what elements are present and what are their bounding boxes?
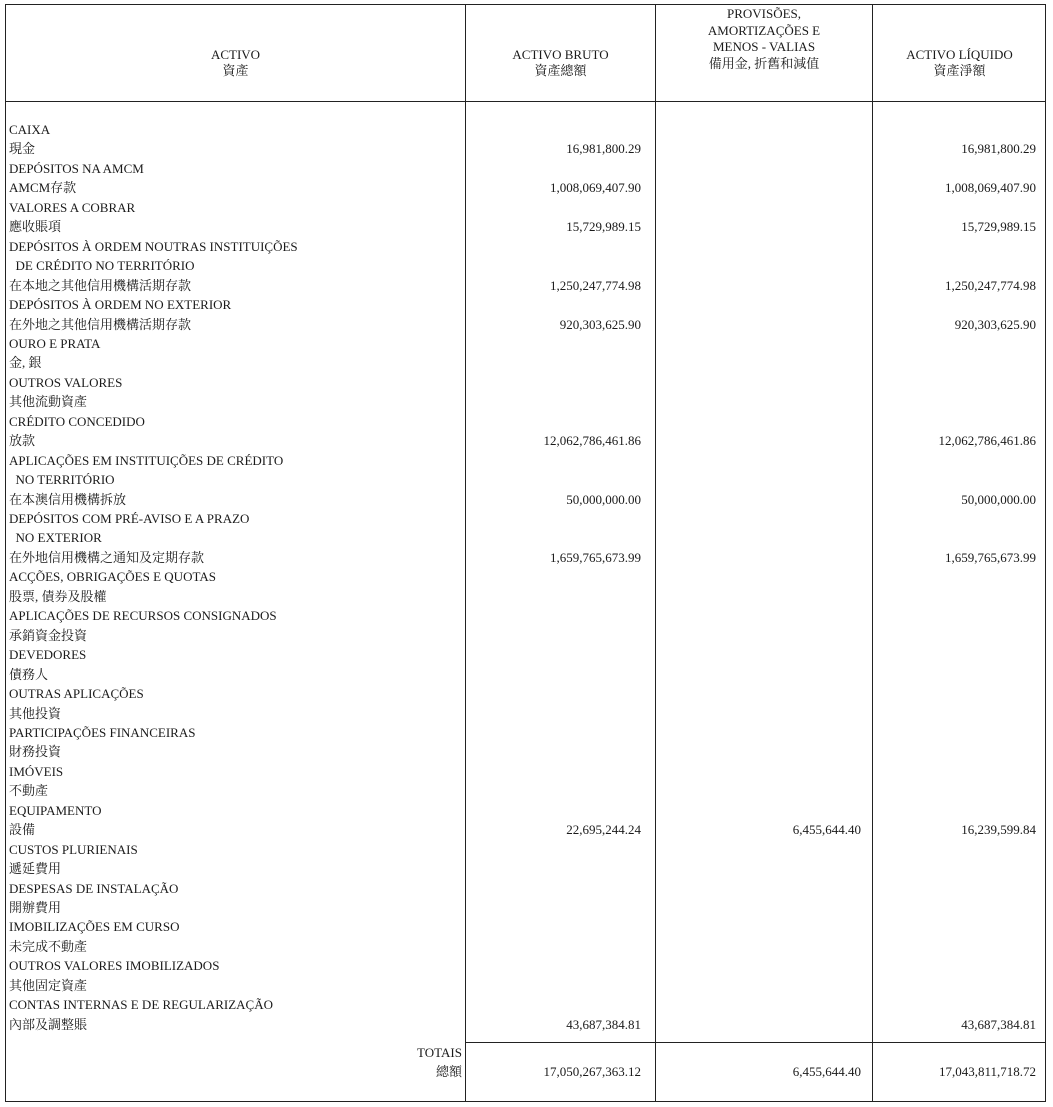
row-label: DE CRÉDITO NO TERRITÓRIO xyxy=(9,258,195,273)
row-label: 債務人 xyxy=(9,667,49,682)
row-label: 開辦費用 xyxy=(9,900,62,915)
header-divider xyxy=(5,101,1046,102)
row-label: CRÉDITO CONCEDIDO xyxy=(9,414,145,429)
row-label: DEPÓSITOS À ORDEM NO EXTERIOR xyxy=(9,297,232,312)
row-provisoes-value: 6,455,644.40 xyxy=(792,822,861,837)
header-bruto xyxy=(466,47,655,79)
row-label: EQUIPAMENTO xyxy=(9,803,102,818)
row-label: ACÇÕES, OBRIGAÇÕES E QUOTAS xyxy=(9,569,216,584)
row-label: DEPÓSITOS COM PRÉ-AVISO E A PRAZO xyxy=(9,511,250,526)
row-label: 放款 xyxy=(9,433,36,448)
row-bruto-value: 12,062,786,461.86 xyxy=(543,433,641,448)
totals-liquido: 17,043,811,718.72 xyxy=(938,1064,1036,1079)
row-label: DESPESAS DE INSTALAÇÃO xyxy=(9,881,179,896)
row-liquido-value: 15,729,989.15 xyxy=(961,219,1036,234)
row-bruto-value: 1,250,247,774.98 xyxy=(550,278,641,293)
row-label: CONTAS INTERNAS E DE REGULARIZAÇÃO xyxy=(9,997,274,1012)
row-bruto-value: 1,659,765,673.99 xyxy=(550,550,641,565)
row-label: NO EXTERIOR xyxy=(9,530,102,545)
row-label: CAIXA xyxy=(9,122,51,137)
totals-label-zh: 總額 xyxy=(435,1064,462,1079)
row-label: 現金 xyxy=(9,141,36,156)
row-label: OUTROS VALORES IMOBILIZADOS xyxy=(9,958,220,973)
row-label: IMOBILIZAÇÕES EM CURSO xyxy=(9,919,180,934)
row-label: AMCM存款 xyxy=(9,180,77,195)
row-label: OUTROS VALORES xyxy=(9,375,123,390)
column-divider xyxy=(465,4,466,1102)
column-divider xyxy=(872,4,873,1102)
header-bruto-zh: 資產總額 xyxy=(534,63,587,78)
row-label: 內部及調整賬 xyxy=(9,1017,88,1032)
row-label: 在外地信用機構之通知及定期存款 xyxy=(9,550,205,565)
row-label: 其他流動資產 xyxy=(9,394,88,409)
row-liquido-value: 1,008,069,407.90 xyxy=(945,180,1036,195)
row-liquido-value: 50,000,000.00 xyxy=(961,492,1036,507)
row-label: 設備 xyxy=(9,822,36,837)
row-label: 在本澳信用機構拆放 xyxy=(9,492,127,507)
row-label: CUSTOS PLURIENAIS xyxy=(9,842,138,857)
header-provisoes xyxy=(656,6,872,72)
row-label: PARTICIPAÇÕES FINANCEIRAS xyxy=(9,725,196,740)
row-label: OUTRAS APLICAÇÕES xyxy=(9,686,144,701)
totals-provisoes: 6,455,644.40 xyxy=(792,1064,861,1079)
row-label: 遞延費用 xyxy=(9,861,62,876)
row-liquido-value: 1,250,247,774.98 xyxy=(945,278,1036,293)
row-label: 股票, 債券及股權 xyxy=(9,589,107,604)
row-liquido-value: 1,659,765,673.99 xyxy=(945,550,1036,565)
header-liquido-zh: 資產淨額 xyxy=(933,63,986,78)
row-liquido-value: 16,239,599.84 xyxy=(961,822,1036,837)
row-liquido-value: 43,687,384.81 xyxy=(961,1017,1036,1032)
row-label: 其他固定資產 xyxy=(9,978,88,993)
row-label: 未完成不動產 xyxy=(9,939,88,954)
header-liquido xyxy=(873,47,1046,79)
header-activo-zh: 資產 xyxy=(222,63,249,78)
row-label: 應收賬項 xyxy=(9,219,62,234)
header-provisoes-zh: 備用金, 折舊和減值 xyxy=(708,55,820,71)
row-label: DEPÓSITOS À ORDEM NOUTRAS INSTITUIÇÕES xyxy=(9,239,298,254)
header-bruto-pt: ACTIVO BRUTO xyxy=(512,47,609,62)
row-bruto-value: 15,729,989.15 xyxy=(566,219,641,234)
row-label: IMÓVEIS xyxy=(9,764,64,779)
column-divider xyxy=(655,4,656,1102)
row-label: 在本地之其他信用機構活期存款 xyxy=(9,278,192,293)
header-provisoes-pt1: PROVISÕES, xyxy=(726,6,802,21)
row-bruto-value: 43,687,384.81 xyxy=(566,1017,641,1032)
totals-label-pt: TOTAIS xyxy=(417,1045,462,1060)
row-label: OURO E PRATA xyxy=(9,336,101,351)
header-activo-pt: ACTIVO xyxy=(210,47,261,62)
row-label: APLICAÇÕES EM INSTITUIÇÕES DE CRÉDITO xyxy=(9,453,284,468)
row-bruto-value: 50,000,000.00 xyxy=(566,492,641,507)
row-bruto-value: 1,008,069,407.90 xyxy=(550,180,641,195)
row-label: 金, 銀 xyxy=(9,355,42,370)
row-label: DEPÓSITOS NA AMCM xyxy=(9,161,144,176)
row-label: 承銷資金投資 xyxy=(9,628,88,643)
row-bruto-value: 16,981,800.29 xyxy=(566,141,641,156)
row-label: NO TERRITÓRIO xyxy=(9,472,115,487)
row-label: 其他投資 xyxy=(9,706,62,721)
row-liquido-value: 12,062,786,461.86 xyxy=(938,433,1036,448)
row-liquido-value: 16,981,800.29 xyxy=(961,141,1036,156)
totals-bruto: 17,050,267,363.12 xyxy=(543,1064,641,1079)
row-label: VALORES A COBRAR xyxy=(9,200,136,215)
row-label: DEVEDORES xyxy=(9,647,87,662)
row-label: APLICAÇÕES DE RECURSOS CONSIGNADOS xyxy=(9,608,277,623)
header-provisoes-pt3: MENOS - VALIAS xyxy=(712,39,816,54)
totals-divider xyxy=(465,1042,1046,1043)
row-label: 財務投資 xyxy=(9,744,62,759)
row-bruto-value: 920,303,625.90 xyxy=(559,317,641,332)
row-liquido-value: 920,303,625.90 xyxy=(954,317,1036,332)
row-label: 在外地之其他信用機構活期存款 xyxy=(9,317,192,332)
row-label: 不動產 xyxy=(9,783,49,798)
row-bruto-value: 22,695,244.24 xyxy=(566,822,641,837)
header-liquido-pt: ACTIVO LÍQUIDO xyxy=(906,47,1013,62)
header-provisoes-pt2: AMORTIZAÇÕES E xyxy=(707,22,821,38)
header-activo xyxy=(6,47,465,79)
